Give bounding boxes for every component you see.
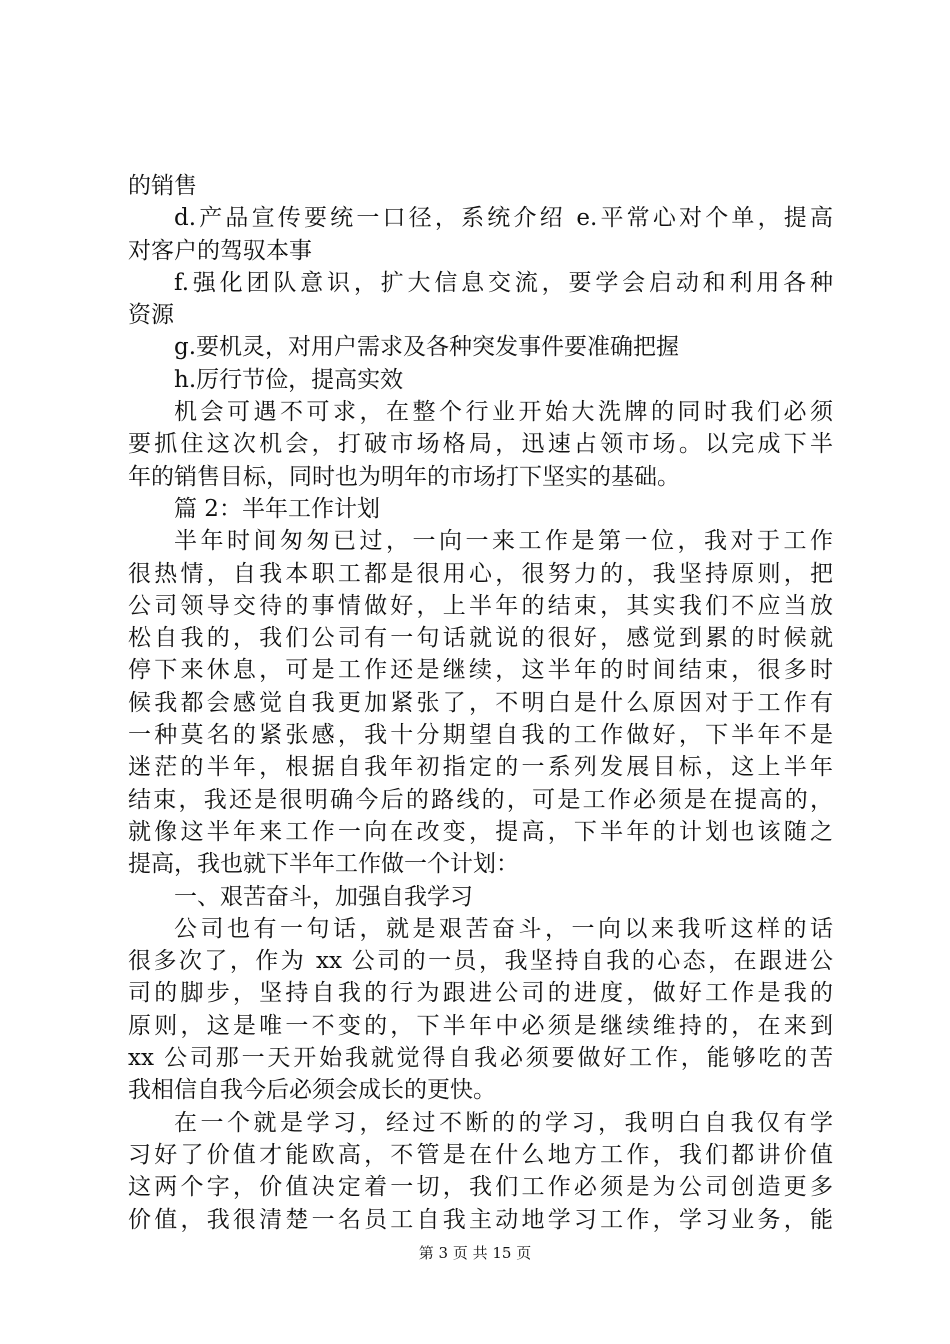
text-line: 一种莫名的紧张感，我十分期望自我的工作做好，下半年不是 bbox=[128, 722, 833, 749]
text-line: 公司也有一句话，就是艰苦奋斗，一向以来我听这样的话 bbox=[174, 915, 833, 942]
text-line: 很多次了，作为 xx 公司的一员，我坚持自我的心态，在跟进公 bbox=[128, 948, 833, 975]
text-line: 习好了价值才能欧高，不管是在什么地方工作，我们都讲价值 bbox=[128, 1141, 833, 1168]
page-footer: 第 3 页 共 15 页 bbox=[418, 1244, 532, 1262]
text-line: 资源 bbox=[128, 302, 174, 329]
text-line: 一、艰苦奋斗，加强自我学习 bbox=[174, 883, 473, 910]
text-line: 很热情，自我本职工都是很用心，很努力的，我坚持原则，把 bbox=[128, 560, 833, 587]
text-line: 在一个就是学习，经过不断的的学习，我明白自我仅有学 bbox=[174, 1109, 833, 1136]
text-line: 公司领导交待的事情做好，上半年的结束，其实我们不应当放 bbox=[128, 592, 833, 619]
text-line: 松自我的，我们公司有一句话就说的很好，感觉到累的时候就 bbox=[128, 625, 833, 652]
text-line: 的销售 bbox=[128, 173, 197, 199]
text-line: h.厉行节俭，提高实效 bbox=[174, 366, 404, 393]
text-line: 就像这半年来工作一向在改变，提高，下半年的计划也该随之 bbox=[128, 818, 833, 845]
text-line: 结束，我还是很明确今后的路线的，可是工作必须是在提高的， bbox=[128, 786, 833, 813]
text-line: 要抓住这次机会，打破市场格局，迅速占领市场。以完成下半 bbox=[128, 431, 833, 458]
text-line: xx 公司那一天开始我就觉得自我必须要做好工作，能够吃的苦 bbox=[128, 1045, 833, 1072]
text-line: f.强化团队意识，扩大信息交流，要学会启动和利用各种 bbox=[174, 269, 833, 296]
text-line: 我相信自我今后必须会成长的更快。 bbox=[128, 1077, 496, 1104]
text-line: 价值，我很清楚一名员工自我主动地学习工作，学习业务，能 bbox=[128, 1206, 833, 1233]
text-line: 对客户的驾驭本事 bbox=[128, 237, 312, 264]
text-line: 这两个字，价值决定着一切，我们工作必须是为公司创造更多 bbox=[128, 1174, 833, 1201]
text-line: 原则，这是唯一不变的，下半年中必须是继续维持的，在来到 bbox=[128, 1012, 833, 1039]
text-line: 停下来休息，可是工作还是继续，这半年的时间结束，很多时 bbox=[128, 657, 833, 684]
text-line: 机会可遇不可求，在整个行业开始大洗牌的同时我们必须 bbox=[174, 399, 833, 426]
text-line: 年的销售目标，同时也为明年的市场打下坚实的基础。 bbox=[128, 463, 680, 490]
text-line: 半年时间匆匆已过，一向一来工作是第一位，我对于工作 bbox=[174, 528, 833, 555]
text-line: g.要机灵，对用户需求及各种突发事件要准确把握 bbox=[174, 334, 680, 361]
text-line: 候我都会感觉自我更加紧张了，不明白是什么原因对于工作有 bbox=[128, 689, 833, 716]
text-line: 提高，我也就下半年工作做一个计划： bbox=[128, 851, 519, 878]
document-body bbox=[128, 170, 833, 1236]
text-line: d.产品宣传要统一口径，系统介绍 e.平常心对个单，提高 bbox=[174, 205, 833, 232]
text-line: 篇 2：半年工作计划 bbox=[174, 495, 380, 522]
text-line: 迷茫的半年，根据自我年初指定的一系列发展目标，这上半年 bbox=[128, 754, 833, 781]
text-line: 司的脚步，坚持自我的行为跟进公司的进度，做好工作是我的 bbox=[128, 980, 833, 1007]
